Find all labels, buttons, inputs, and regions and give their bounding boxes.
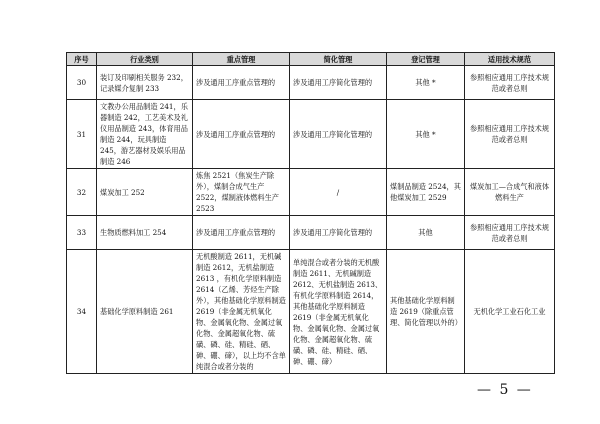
header-registration-management: 登记管理 (387, 53, 465, 66)
industry-cell: 文教办公用品制造 241，乐器制造 242，工艺美术及礼仪用品制造 243，体育用品制造 244，玩具制造 245，游艺器材及娱乐用品制造 246 (97, 100, 193, 169)
industry-cell: 装订及印刷相关服务 232，记录媒介复制 233 (97, 66, 193, 100)
key-management-cell: 涉及通用工序重点管理的 (193, 66, 290, 100)
key-management-cell: 炼焦 2521（焦炭生产除外），煤制合成气生产 2522，煤制液体燃料生产 2523 (193, 169, 290, 216)
registration-cell: 其他 * (387, 100, 465, 169)
header-technical-standard: 适用技术规范 (465, 53, 555, 66)
header-seq-no: 序号 (67, 53, 97, 66)
simplified-management-cell: 涉及通用工序简化管理的 (290, 66, 387, 100)
key-management-cell: 涉及通用工序重点管理的 (193, 100, 290, 169)
table-header-row (67, 53, 555, 66)
standard-cell: 无机化学工业石化工业 (465, 250, 555, 374)
simplified-management-cell: 单纯混合或者分装的无机酸制造 2611、无机碱制造 2612、无机盐制造 2613、有机化学原料制造 2614，其他基础化学原料制造 2619（非金属无机氧化物、金属氧化物、金属过氧化物、金属超氧化物、硫磺、磷、硅、精硅、硒、砷、硼、碲） (290, 250, 387, 374)
table-row (67, 216, 555, 250)
registration-cell: 其他 * (387, 66, 465, 100)
simplified-management-cell: 涉及通用工序简化管理的 (290, 100, 387, 169)
row-number: 33 (67, 216, 97, 250)
permit-classification-table (66, 52, 555, 374)
header-industry: 行业类别 (97, 53, 193, 66)
row-number: 32 (67, 169, 97, 216)
row-number: 31 (67, 100, 97, 169)
standard-cell: 参照相应通用工序技术规范或者总则 (465, 216, 555, 250)
row-number: 34 (67, 250, 97, 374)
standard-cell: 煤炭加工—合成气和液体燃料生产 (465, 169, 555, 216)
header-simplified-management: 简化管理 (290, 53, 387, 66)
page-number: — 5 — (477, 382, 533, 398)
standard-cell: 参照相应通用工序技术规范或者总则 (465, 100, 555, 169)
registration-cell: 其他 (387, 216, 465, 250)
table-row (67, 66, 555, 100)
key-management-cell: 无机酸制造 2611，无机碱制造 2612，无机盐制造 2613 ，有机化学原料制造 2614（乙烯、芳烃生产除外），其他基础化学原料制造 2619（非金属无机氧化物、金属氧化物、金属过氧化物、金属超氧化物、硫磺、磷、硅、精硅、硒、砷、硼、碲），以上均不含单纯混合或者分装的 (193, 250, 290, 374)
row-number: 30 (67, 66, 97, 100)
table-row (67, 100, 555, 169)
simplified-management-cell: 涉及通用工序简化管理的 (290, 216, 387, 250)
standard-cell: 参照相应通用工序技术规范或者总则 (465, 66, 555, 100)
table-row (67, 169, 555, 216)
industry-cell: 基础化学原料制造 261 (97, 250, 193, 374)
simplified-management-cell: / (290, 169, 387, 216)
registration-cell: 煤制品制造 2524，其他煤炭加工 2529 (387, 169, 465, 216)
header-key-management: 重点管理 (193, 53, 290, 66)
industry-cell: 生物质燃料加工 254 (97, 216, 193, 250)
registration-cell: 其他基础化学原料制造 2619（除重点管理、简化管理以外的） (387, 250, 465, 374)
key-management-cell: 涉及通用工序重点管理的 (193, 216, 290, 250)
industry-cell: 煤炭加工 252 (97, 169, 193, 216)
table-row (67, 250, 555, 374)
